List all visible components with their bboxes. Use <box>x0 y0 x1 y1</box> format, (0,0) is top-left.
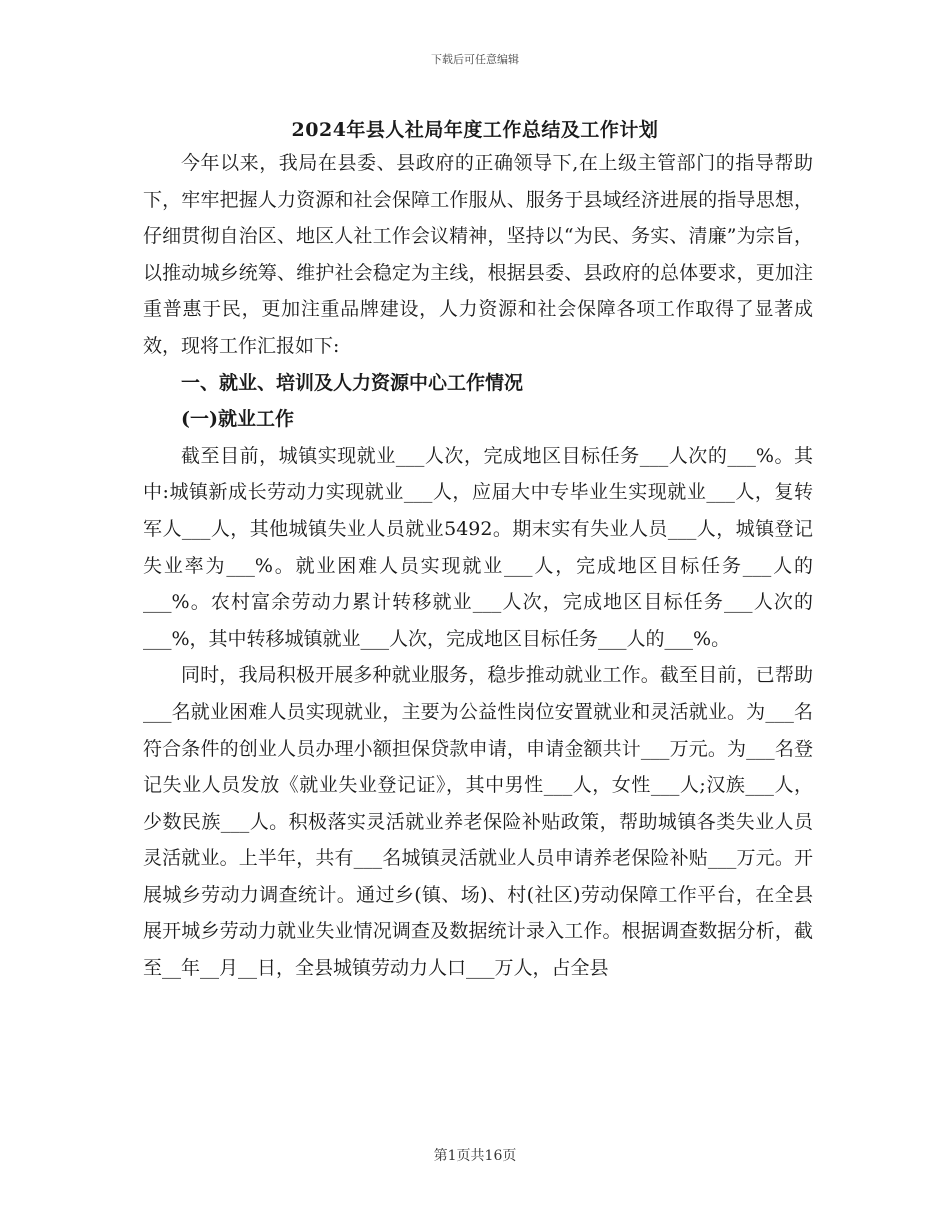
intro-paragraph: 今年以来，我局在县委、县政府的正确领导下,在上级主管部门的指导帮助下，牢牢把握人力资源和社会保障工作服从、服务于县域经济进展的指导思想，仔细贯彻自治区、地区人社工作会议精神，坚持以“为民、务实、清廉”为宗旨，以推动城乡统筹、维护社会稳定为主线，根据县委、县政府的总体要求，更加注重普惠于民，更加注重品牌建设，人力资源和社会保障各项工作取得了显著成效，现将工作汇报如下: <box>143 152 813 357</box>
document-body <box>143 145 813 987</box>
services-paragraph: 同时，我局积极开展多种就业服务，稳步推动就业工作。截至目前，已帮助___名就业困难人员实现就业，主要为公益性岗位安置就业和灵活就业。为___名符合条件的创业人员办理小额担保贷款申请，申请金额共计___万元。为___名登记失业人员发放《就业失业登记证》，其中男性___人，女性___人;汉族___人，少数民族___人。积极落实灵活就业养老保险补贴政策，帮助城镇各类失业人员灵活就业。上半年，共有___名城镇灵活就业人员申请养老保险补贴___万元。开展城乡劳动力调查统计。通过乡(镇、场)、村(社区)劳动保障工作平台，在全县展开城乡劳动力就业失业情况调查及数据统计录入工作。根据调查数据分析，截至__年__月__日，全县城镇劳动力人口___万人，占全县 <box>143 664 813 980</box>
document-title: 2024年县人社局年度工作总结及工作计划 <box>291 119 659 141</box>
page-number: 第1页共16页 <box>433 1148 517 1164</box>
section-heading: 一、就业、培训及人力资源中心工作情况 <box>181 371 524 394</box>
page-header-note: 下载后可任意编辑 <box>431 53 519 66</box>
employment-paragraph: 截至目前，城镇实现就业___人次，完成地区目标任务___人次的___%。其中:城镇新成长劳动力实现就业___人，应届大中专毕业生实现就业___人，复转军人___人，其他城镇失业人员就业5492。期末实有失业人员___人，城镇登记失业率为___%。就业困难人员实现就业___人，完成地区目标任务___人的___%。农村富余劳动力累计转移就业___人次，完成地区目标任务___人次的___%，其中转移城镇就业___人次，完成地区目标任务___人的___%。 <box>143 444 813 650</box>
subsection-heading: (一)就业工作 <box>181 408 294 431</box>
